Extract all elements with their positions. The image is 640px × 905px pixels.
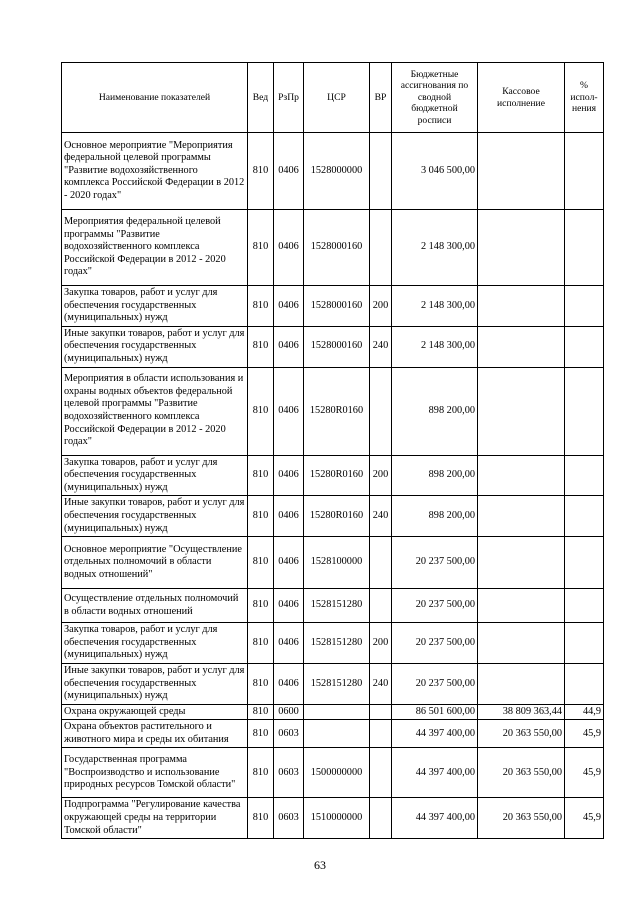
row-pct-cell: 45,9 (565, 798, 604, 839)
row-rzpr-cell: 0603 (274, 748, 304, 798)
header-csr: ЦСР (304, 63, 370, 133)
table-row (62, 623, 604, 664)
row-budget-cell: 2 148 300,00 (392, 326, 478, 367)
row-rzpr-cell: 0406 (274, 537, 304, 589)
row-pct-cell (565, 589, 604, 623)
row-rzpr-cell: 0406 (274, 210, 304, 286)
budget-table (61, 62, 604, 839)
header-name: Наименование показателей (62, 63, 248, 133)
row-ved-cell: 810 (248, 704, 274, 720)
page-number: 63 (314, 858, 326, 872)
row-cash-cell (478, 537, 565, 589)
row-vr-cell: 240 (370, 496, 392, 537)
row-rzpr-cell: 0406 (274, 455, 304, 496)
row-pct-cell (565, 286, 604, 327)
row-csr-cell: 1528151280 (304, 623, 370, 664)
table-row (62, 589, 604, 623)
table-row (62, 704, 604, 720)
table-row (62, 455, 604, 496)
row-pct-cell: 44,9 (565, 704, 604, 720)
row-rzpr-cell: 0406 (274, 286, 304, 327)
row-budget-cell: 2 148 300,00 (392, 210, 478, 286)
row-rzpr-cell: 0406 (274, 496, 304, 537)
row-vr-cell (370, 798, 392, 839)
row-pct-cell (565, 326, 604, 367)
row-budget-cell: 44 397 400,00 (392, 748, 478, 798)
row-budget-cell: 3 046 500,00 (392, 133, 478, 210)
row-name-cell: Мероприятия федеральной целевой программы "Развитие водохозяйственного комплекса Российской Федерации в 2012 - 2020 годах" (62, 210, 248, 286)
row-cash-cell: 20 363 550,00 (478, 748, 565, 798)
table-header-row (62, 63, 604, 133)
row-name-cell: Иные закупки товаров, работ и услуг для обеспечения государственных (муниципальных) нужд (62, 663, 248, 704)
row-cash-cell (478, 326, 565, 367)
row-ved-cell: 810 (248, 798, 274, 839)
row-ved-cell: 810 (248, 326, 274, 367)
row-csr-cell: 15280R0160 (304, 455, 370, 496)
row-budget-cell: 20 237 500,00 (392, 663, 478, 704)
row-rzpr-cell: 0406 (274, 623, 304, 664)
row-vr-cell (370, 210, 392, 286)
table-row (62, 133, 604, 210)
row-name-cell: Государственная программа "Воспроизводство и использование природных ресурсов Томской области" (62, 748, 248, 798)
table-row (62, 326, 604, 367)
row-ved-cell: 810 (248, 210, 274, 286)
row-vr-cell: 200 (370, 623, 392, 664)
row-csr-cell: 15280R0160 (304, 496, 370, 537)
table-body (62, 133, 604, 839)
row-vr-cell (370, 537, 392, 589)
row-ved-cell: 810 (248, 663, 274, 704)
row-pct-cell (565, 537, 604, 589)
row-pct-cell: 45,9 (565, 748, 604, 798)
row-cash-cell (478, 133, 565, 210)
row-rzpr-cell: 0406 (274, 326, 304, 367)
row-cash-cell (478, 663, 565, 704)
row-vr-cell (370, 720, 392, 748)
row-name-cell: Закупка товаров, работ и услуг для обеспечения государственных (муниципальных) нужд (62, 623, 248, 664)
row-rzpr-cell: 0603 (274, 798, 304, 839)
row-name-cell: Подпрограмма "Регулирование качества окружающей среды на территории Томской области" (62, 798, 248, 839)
table-row (62, 537, 604, 589)
row-csr-cell: 1528000160 (304, 210, 370, 286)
row-ved-cell: 810 (248, 286, 274, 327)
row-pct-cell (565, 496, 604, 537)
row-cash-cell (478, 286, 565, 327)
row-csr-cell: 15280R0160 (304, 367, 370, 455)
row-budget-cell: 898 200,00 (392, 455, 478, 496)
row-name-cell: Основное мероприятие "Осуществление отдельных полномочий в области водных отношений" (62, 537, 248, 589)
row-pct-cell (565, 623, 604, 664)
table-row (62, 496, 604, 537)
row-budget-cell: 898 200,00 (392, 367, 478, 455)
header-pct: % испол-нения (565, 63, 604, 133)
row-rzpr-cell: 0603 (274, 720, 304, 748)
row-vr-cell (370, 367, 392, 455)
header-budget: Бюджетные ассигнования по сводной бюджетной росписи (392, 63, 478, 133)
row-ved-cell: 810 (248, 537, 274, 589)
table-row (62, 367, 604, 455)
table-row (62, 798, 604, 839)
row-rzpr-cell: 0406 (274, 663, 304, 704)
row-budget-cell: 86 501 600,00 (392, 704, 478, 720)
row-csr-cell: 1528000160 (304, 326, 370, 367)
row-csr-cell (304, 720, 370, 748)
row-cash-cell (478, 496, 565, 537)
row-name-cell: Иные закупки товаров, работ и услуг для обеспечения государственных (муниципальных) нужд (62, 326, 248, 367)
row-pct-cell: 45,9 (565, 720, 604, 748)
row-budget-cell: 20 237 500,00 (392, 537, 478, 589)
row-csr-cell: 1528100000 (304, 537, 370, 589)
row-name-cell: Основное мероприятие "Мероприятия федеральной целевой программы "Развитие водохозяйственного комплекса Российской Федерации в 2012 - 2020 годах" (62, 133, 248, 210)
row-vr-cell: 200 (370, 455, 392, 496)
row-csr-cell: 1528151280 (304, 589, 370, 623)
row-csr-cell: 1528000000 (304, 133, 370, 210)
row-name-cell: Закупка товаров, работ и услуг для обеспечения государственных (муниципальных) нужд (62, 455, 248, 496)
row-vr-cell: 200 (370, 286, 392, 327)
header-cash: Кассовое исполнение (478, 63, 565, 133)
header-ved: Вед (248, 63, 274, 133)
row-name-cell: Охрана объектов растительного и животного мира и среды их обитания (62, 720, 248, 748)
row-ved-cell: 810 (248, 589, 274, 623)
row-pct-cell (565, 663, 604, 704)
row-vr-cell (370, 589, 392, 623)
row-budget-cell: 44 397 400,00 (392, 798, 478, 839)
row-vr-cell: 240 (370, 663, 392, 704)
row-budget-cell: 20 237 500,00 (392, 623, 478, 664)
row-ved-cell: 810 (248, 133, 274, 210)
row-budget-cell: 2 148 300,00 (392, 286, 478, 327)
row-pct-cell (565, 367, 604, 455)
row-ved-cell: 810 (248, 623, 274, 664)
row-vr-cell (370, 704, 392, 720)
row-cash-cell (478, 589, 565, 623)
table-row (62, 286, 604, 327)
row-cash-cell: 20 363 550,00 (478, 798, 565, 839)
row-cash-cell: 20 363 550,00 (478, 720, 565, 748)
row-vr-cell (370, 748, 392, 798)
table-row (62, 748, 604, 798)
row-csr-cell: 1528151280 (304, 663, 370, 704)
row-cash-cell (478, 367, 565, 455)
row-pct-cell (565, 133, 604, 210)
row-name-cell: Иные закупки товаров, работ и услуг для обеспечения государственных (муниципальных) нужд (62, 496, 248, 537)
row-budget-cell: 20 237 500,00 (392, 589, 478, 623)
row-ved-cell: 810 (248, 455, 274, 496)
table-row (62, 720, 604, 748)
row-cash-cell (478, 455, 565, 496)
row-rzpr-cell: 0600 (274, 704, 304, 720)
row-name-cell: Осуществление отдельных полномочий в области водных отношений (62, 589, 248, 623)
row-rzpr-cell: 0406 (274, 133, 304, 210)
row-pct-cell (565, 455, 604, 496)
row-budget-cell: 44 397 400,00 (392, 720, 478, 748)
row-name-cell: Закупка товаров, работ и услуг для обеспечения государственных (муниципальных) нужд (62, 286, 248, 327)
table-row (62, 663, 604, 704)
row-ved-cell: 810 (248, 367, 274, 455)
row-vr-cell (370, 133, 392, 210)
row-cash-cell: 38 809 363,44 (478, 704, 565, 720)
row-cash-cell (478, 210, 565, 286)
row-ved-cell: 810 (248, 720, 274, 748)
row-vr-cell: 240 (370, 326, 392, 367)
row-csr-cell: 1500000000 (304, 748, 370, 798)
header-vr: ВР (370, 63, 392, 133)
row-csr-cell: 1510000000 (304, 798, 370, 839)
row-csr-cell (304, 704, 370, 720)
row-ved-cell: 810 (248, 496, 274, 537)
row-csr-cell: 1528000160 (304, 286, 370, 327)
row-pct-cell (565, 210, 604, 286)
header-rzpr: РзПр (274, 63, 304, 133)
row-name-cell: Охрана окружающей среды (62, 704, 248, 720)
row-budget-cell: 898 200,00 (392, 496, 478, 537)
row-ved-cell: 810 (248, 748, 274, 798)
row-name-cell: Мероприятия в области использования и охраны водных объектов федеральной целевой программы "Развитие водохозяйственного комплекса Российской Федерации в 2012 - 2020 годах" (62, 367, 248, 455)
row-cash-cell (478, 623, 565, 664)
row-rzpr-cell: 0406 (274, 367, 304, 455)
row-rzpr-cell: 0406 (274, 589, 304, 623)
table-row (62, 210, 604, 286)
